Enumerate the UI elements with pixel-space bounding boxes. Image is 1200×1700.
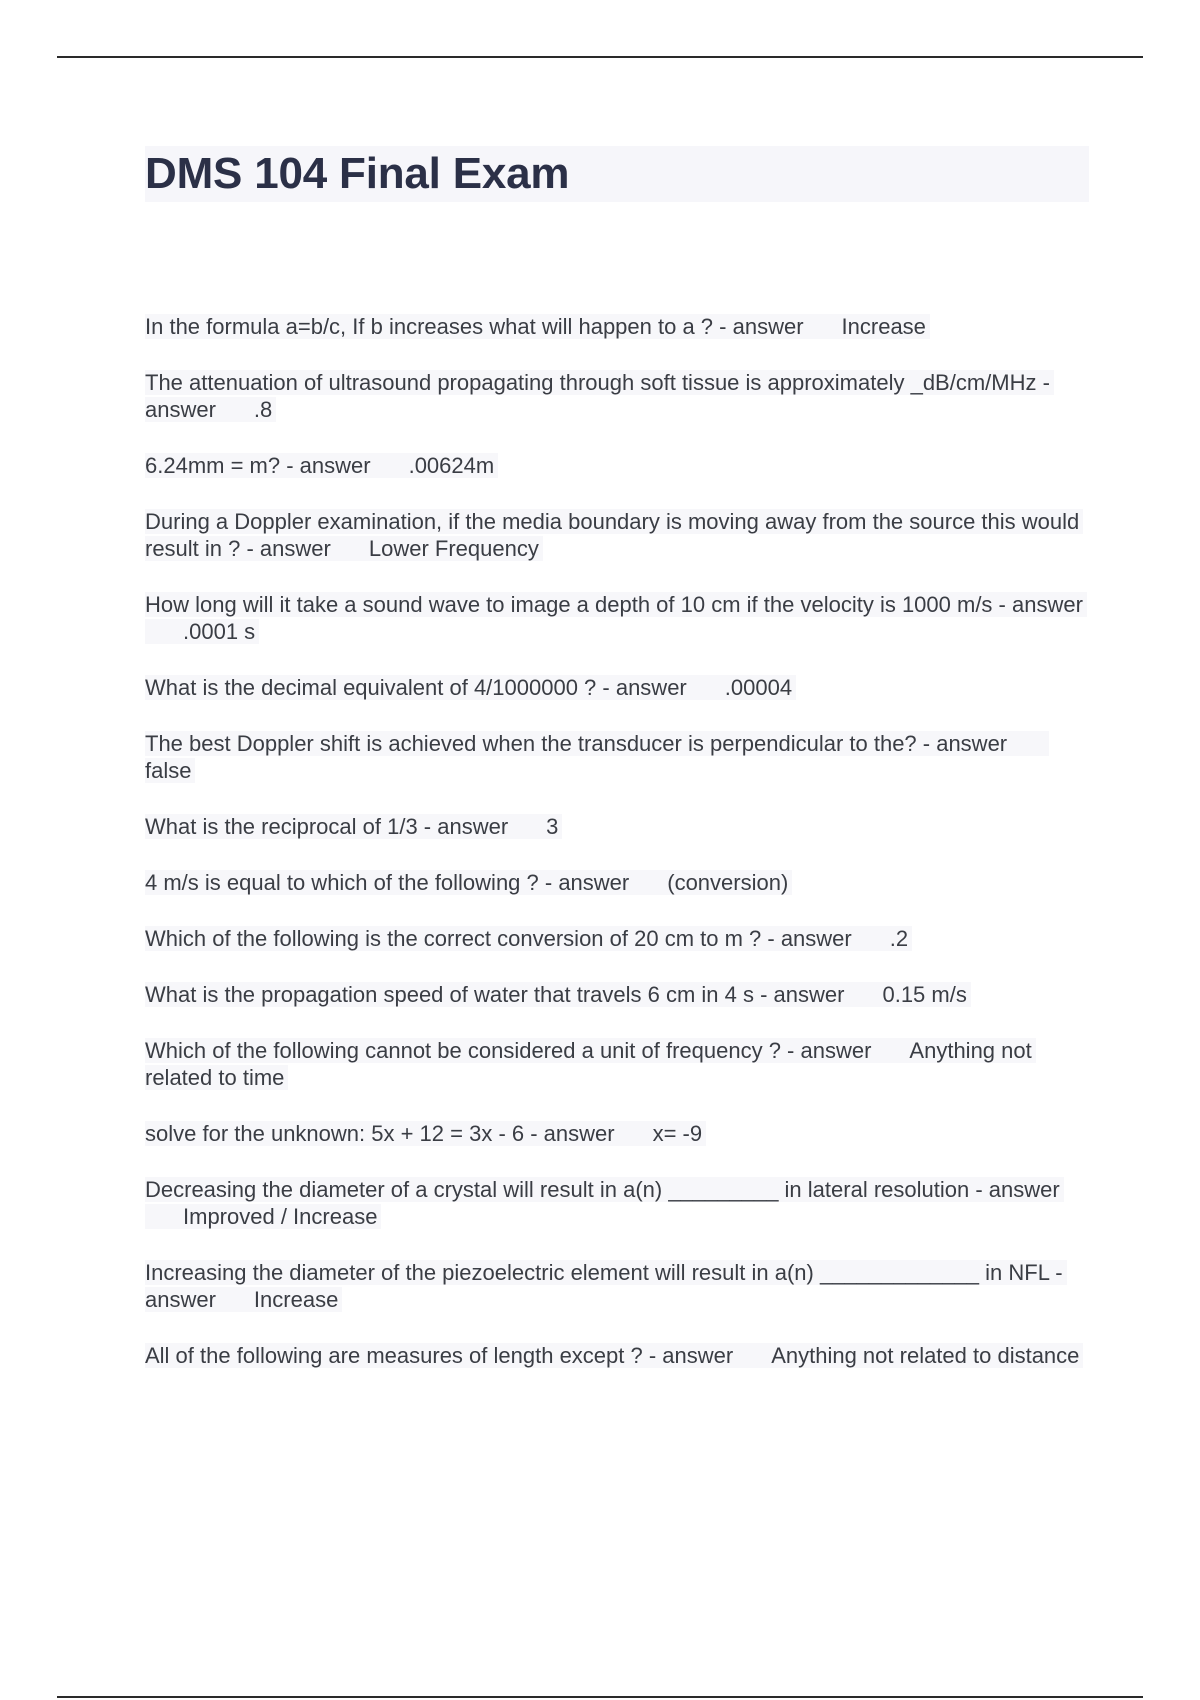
qa-item (145, 981, 1089, 1008)
bottom-rule (57, 1696, 1143, 1698)
answer-text: false (145, 758, 192, 783)
question-text: Decreasing the diameter of a crystal will result in a(n) _________ in lateral resolution - answer (145, 1177, 1060, 1202)
answer-text: Lower Frequency (368, 536, 539, 561)
answer-text: Anything not related to time (145, 1038, 1032, 1090)
top-rule (57, 56, 1143, 58)
question-text: 4 m/s is equal to which of the following ? - answer (145, 870, 630, 895)
qa-item (145, 674, 1089, 701)
answer-text: Improved / Increase (183, 1204, 378, 1229)
answer-text: x= -9 (652, 1121, 703, 1146)
qa-item (145, 925, 1089, 952)
qa-list (145, 313, 1089, 1398)
question-text: In the formula a=b/c, If b increases what will happen to a ? - answer (145, 314, 804, 339)
qa-item (145, 730, 1089, 784)
qa-item (145, 1176, 1089, 1230)
answer-text: 3 (546, 814, 559, 839)
answer-text: Anything not related to distance (771, 1343, 1080, 1368)
answer-text: .0001 s (183, 619, 256, 644)
qa-item (145, 452, 1089, 479)
qa-item (145, 369, 1089, 423)
answer-text: .2 (889, 926, 909, 951)
answer-text: .00624m (408, 453, 495, 478)
question-text: What is the decimal equivalent of 4/1000000 ? - answer (145, 675, 687, 700)
question-text: All of the following are measures of length except ? - answer (145, 1343, 734, 1368)
answer-text: 0.15 m/s (882, 982, 967, 1007)
qa-item (145, 591, 1089, 645)
answer-text: .8 (253, 397, 273, 422)
answer-text: Increase (253, 1287, 339, 1312)
question-text: Which of the following is the correct conversion of 20 cm to m ? - answer (145, 926, 852, 951)
qa-item (145, 508, 1089, 562)
question-text: solve for the unknown: 5x + 12 = 3x - 6 - answer (145, 1121, 615, 1146)
answer-text: (conversion) (667, 870, 789, 895)
page-title: DMS 104 Final Exam (145, 149, 570, 198)
qa-item (145, 1259, 1089, 1313)
qa-item (145, 313, 1089, 340)
answer-text: Increase (841, 314, 926, 339)
question-text: The attenuation of ultrasound propagating through soft tissue is approximately _dB/cm/MHz - answer (145, 370, 1050, 422)
question-text: During a Doppler examination, if the media boundary is moving away from the source this would result in ? - answer (145, 509, 1080, 561)
question-text: How long will it take a sound wave to image a depth of 10 cm if the velocity is 1000 m/s - answer (145, 592, 1083, 617)
qa-item (145, 1037, 1089, 1091)
question-text: 6.24mm = m? - answer (145, 453, 371, 478)
question-text: What is the reciprocal of 1/3 - answer (145, 814, 509, 839)
question-text: What is the propagation speed of water that travels 6 cm in 4 s - answer (145, 982, 845, 1007)
question-text: Which of the following cannot be considered a unit of frequency ? - answer (145, 1038, 872, 1063)
qa-item (145, 869, 1089, 896)
qa-item (145, 813, 1089, 840)
qa-item (145, 1342, 1089, 1369)
question-text: Increasing the diameter of the piezoelectric element will result in a(n) _____________ in NFL - answer (145, 1260, 1063, 1312)
answer-text: .00004 (724, 675, 793, 700)
question-text: The best Doppler shift is achieved when the transducer is perpendicular to the? - answer (145, 731, 1008, 756)
qa-item (145, 1120, 1089, 1147)
